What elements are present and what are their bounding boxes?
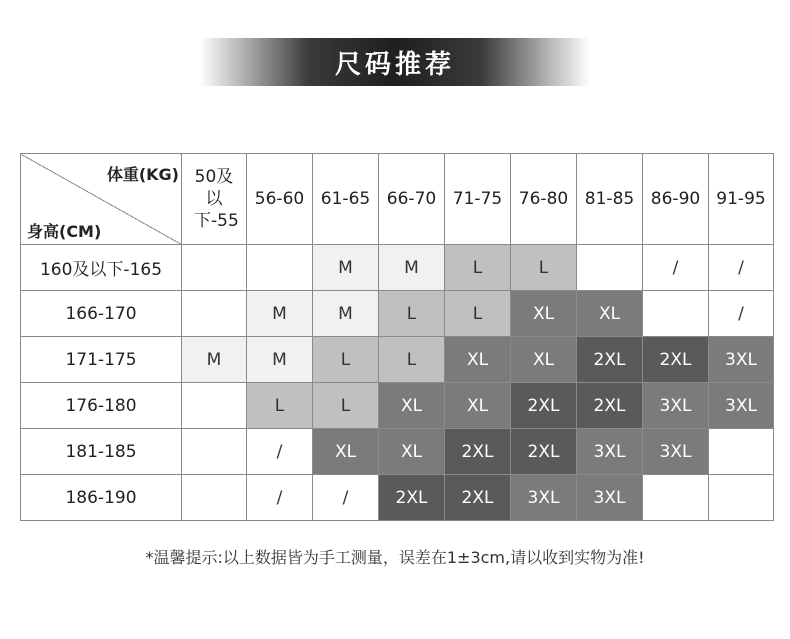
height-row-header: 181-185 xyxy=(21,429,182,475)
size-cell: 3XL xyxy=(709,383,774,429)
size-cell xyxy=(643,291,709,337)
size-cell: M xyxy=(182,337,247,383)
weight-column-header: 86-90 xyxy=(643,154,709,245)
title-banner xyxy=(200,38,590,86)
size-cell: 3XL xyxy=(577,429,643,475)
weight-column-header: 76-80 xyxy=(511,154,577,245)
size-row xyxy=(21,245,774,291)
size-cell: / xyxy=(709,291,774,337)
size-cell: XL xyxy=(379,383,445,429)
size-cell: M xyxy=(247,337,313,383)
weight-column-header: 81-85 xyxy=(577,154,643,245)
height-row-header: 171-175 xyxy=(21,337,182,383)
size-cell: L xyxy=(511,245,577,291)
size-cell xyxy=(643,475,709,521)
size-chart-table xyxy=(20,153,774,521)
size-cell: 3XL xyxy=(511,475,577,521)
size-cell: 3XL xyxy=(643,429,709,475)
size-cell: / xyxy=(247,475,313,521)
size-cell: 2XL xyxy=(445,429,511,475)
size-cell: / xyxy=(709,245,774,291)
size-cell: / xyxy=(247,429,313,475)
size-cell xyxy=(709,475,774,521)
weight-axis-label: 体重(KG) xyxy=(106,165,179,184)
size-cell: 3XL xyxy=(709,337,774,383)
size-cell: XL xyxy=(313,429,379,475)
size-cell xyxy=(709,429,774,475)
size-cell: 2XL xyxy=(577,383,643,429)
size-cell xyxy=(182,291,247,337)
size-cell: / xyxy=(313,475,379,521)
size-cell: M xyxy=(247,291,313,337)
size-cell: 2XL xyxy=(577,337,643,383)
size-cell: / xyxy=(643,245,709,291)
header-row xyxy=(21,154,774,245)
size-cell: L xyxy=(247,383,313,429)
size-cell: L xyxy=(379,291,445,337)
size-cell: XL xyxy=(511,291,577,337)
size-cell: XL xyxy=(445,337,511,383)
size-cell: L xyxy=(379,337,445,383)
weight-column-header: 50及以下-55 xyxy=(182,154,247,245)
size-row xyxy=(21,337,774,383)
height-row-header: 166-170 xyxy=(21,291,182,337)
size-cell: L xyxy=(313,383,379,429)
footnote: *温馨提示:以上数据皆为手工测量，误差在1±3cm,请以收到实物为准! xyxy=(145,548,645,567)
size-cell: L xyxy=(445,291,511,337)
size-cell: L xyxy=(445,245,511,291)
weight-column-header: 71-75 xyxy=(445,154,511,245)
size-row xyxy=(21,291,774,337)
size-cell: M xyxy=(379,245,445,291)
height-axis-label: 身高(CM) xyxy=(27,222,102,241)
size-row xyxy=(21,475,774,521)
size-cell: XL xyxy=(577,291,643,337)
height-row-header: 176-180 xyxy=(21,383,182,429)
size-cell: 2XL xyxy=(445,475,511,521)
size-row xyxy=(21,429,774,475)
page-title: 尺码推荐 xyxy=(334,49,455,80)
size-cell xyxy=(182,245,247,291)
weight-column-header: 56-60 xyxy=(247,154,313,245)
size-cell: XL xyxy=(379,429,445,475)
weight-column-header: 91-95 xyxy=(709,154,774,245)
corner-header-cell xyxy=(21,154,182,245)
size-cell: 3XL xyxy=(577,475,643,521)
size-cell: 2XL xyxy=(511,429,577,475)
height-row-header: 186-190 xyxy=(21,475,182,521)
size-cell: 3XL xyxy=(643,383,709,429)
weight-column-header: 66-70 xyxy=(379,154,445,245)
size-cell xyxy=(577,245,643,291)
size-cell: L xyxy=(313,337,379,383)
size-cell: 2XL xyxy=(643,337,709,383)
size-cell: M xyxy=(313,291,379,337)
size-cell xyxy=(182,429,247,475)
size-cell: XL xyxy=(511,337,577,383)
size-cell xyxy=(182,383,247,429)
size-cell: 2XL xyxy=(379,475,445,521)
height-row-header: 160及以下-165 xyxy=(21,245,182,291)
size-cell: M xyxy=(313,245,379,291)
size-cell: XL xyxy=(445,383,511,429)
weight-column-header: 61-65 xyxy=(313,154,379,245)
size-cell xyxy=(182,475,247,521)
size-row xyxy=(21,383,774,429)
size-cell xyxy=(247,245,313,291)
size-cell: 2XL xyxy=(511,383,577,429)
